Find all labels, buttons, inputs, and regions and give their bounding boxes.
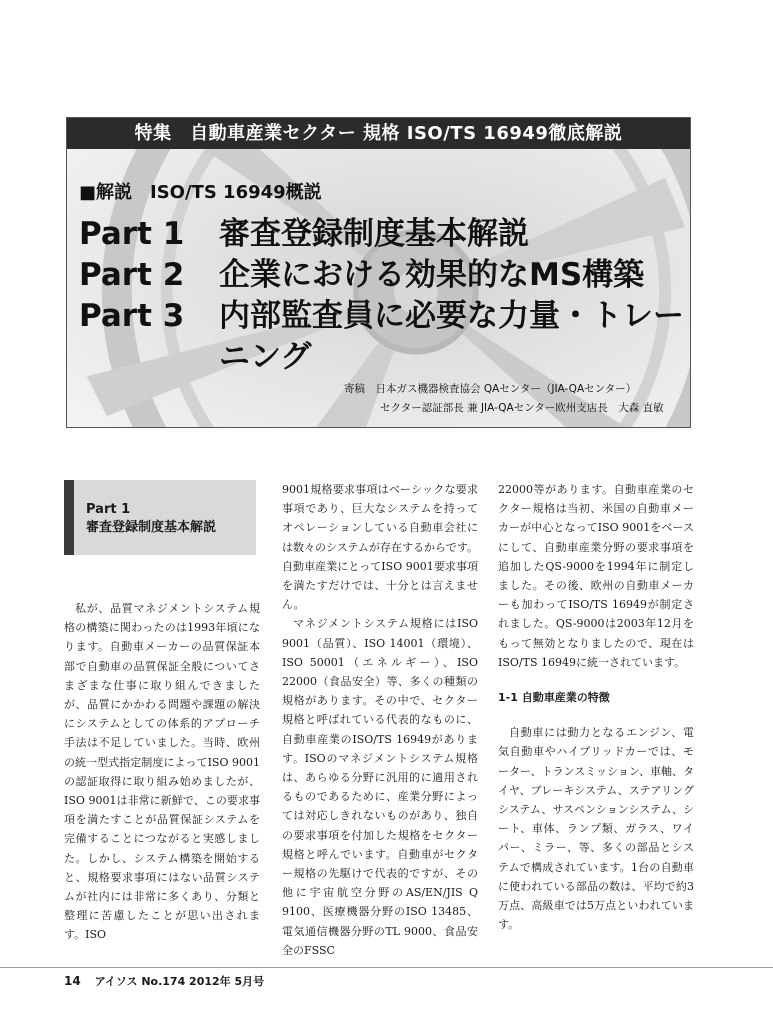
part-title: 企業における効果的なMS構築 (219, 257, 645, 293)
page-footer (64, 973, 264, 989)
part-1-heading (79, 214, 529, 254)
section-box-accent-bar (64, 480, 74, 555)
section-label: ■解説 ISO/TS 16949概説 (79, 182, 322, 203)
text-column-2 (282, 480, 478, 960)
part-3-heading (79, 296, 684, 336)
body-paragraph: 私が、品質マネジメントシステム規格の構築に関わったのは1993年頃になります。自動車メーカーの品質保証本部で自動車の品質保証全般についてさまざまな仕事に取り組んできましたが、品質にかかわる問題や課題の解決にシステムとしての体系的アプローチ手法は不足していました。当時、欧州の統一型式指定制度によってISO 9001の認証取得に取り組み始めましたが、ISO 9001は非常に新鮮で、この要求事項を満たすことが品質保証システムを完備することにつながると実感しました。しかし、システム構築を開始すると、規格要求事項にはない品質システムが社内には非常に多くあり、分類と整理に苦慮したことが思い出されます。ISO (64, 602, 260, 942)
body-paragraph: 自動車には動力となるエンジン、電気自動車やハイブリッドカーでは、モーター、トランスミッション、車軸、タイヤ、ブレーキシステム、ステアリングシステム、サスペンションシステム、シート、車体、ランプ類、ガラス、ワイパー、ミラー、等、多くの部品とシステムで構成されています。1台の自動車に使われている部品の数は、平均で約3万点、高級車では5万点といわれています。 (498, 726, 694, 932)
series-title-bar: 特集 自動車産業セクター 規格 ISO/TS 16949徹底解説 (67, 118, 690, 149)
part-1-section-box (64, 480, 256, 555)
part-number: Part 3 (79, 298, 185, 334)
subsection-heading: 1-1 自動車産業の特徴 (498, 691, 610, 705)
article-header-banner (66, 117, 691, 428)
section-box-title: 審査登録制度基本解説 (86, 520, 217, 535)
footer-divider (0, 967, 773, 968)
part-number: Part 2 (79, 257, 185, 293)
section-box-label: Part 1 (86, 502, 131, 517)
body-paragraph: 22000等があります。自動車産業のセクター規格は当初、米国の自動車メーカーが中心となってISO 9001をベースにして、自動車産業分野の要求事項を追加したQS-9000を1994年に制定しました。その後、欧州の自動車メーカーも加わってISO/TS 16949が制定されました。QS-9000は2003年12月をもって無効となりましたので、現在はISO/TS 16949に統一されています。 (498, 483, 694, 669)
part-title: 内部監査員に必要な力量・トレー (219, 298, 684, 334)
body-paragraph: マネジメントシステム規格にはISO 9001（品質）、ISO 14001（環境）、ISO 50001（エネルギー）、ISO 22000（食品安全）等、多くの種類の規格があります。その中で、セクター規格と呼ばれている代表的なものに、自動車産業のISO/TS 16949があります。ISOのマネジメントシステム規格は、あらゆる分野に汎用的に適用されるものであるために、産業分野によっては対応しきれないものがあり、独自の要求事項を付加した規格をセクター規格と呼んでいます。自動車がセクター規格の先駆けで代表的ですが、その他に宇宙航空分野のAS/EN/JIS Q 9100、医療機器分野のISO 13485、電気通信機器分野のTL 9000、食品安全のFSSC (282, 617, 478, 957)
part-3-heading-continuation: ニング (219, 339, 312, 375)
part-2-heading (79, 255, 644, 295)
publication-info: アイソス No.174 2012年 5月号 (94, 975, 265, 988)
part-number: Part 1 (79, 216, 185, 252)
page-number: 14 (64, 974, 81, 988)
text-column-1 (64, 480, 260, 945)
part-title: 審査登録制度基本解説 (219, 216, 529, 252)
body-paragraph: 9001規格要求事項はベーシックな要求事項であり、巨大なシステムを持ってオペレーションしている自動車会社には数々のシステムが存在するからです。自動車産業にとってISO 9001要求事項を満たすだけでは、十分とは言えません。 (282, 483, 478, 612)
text-column-3 (498, 480, 694, 934)
author-byline-line-1: 寄稿 日本ガス機器検査協会 QAセンター（JIA-QAセンター） (344, 383, 637, 395)
author-byline-line-2: セクター認証部長 兼 JIA-QAセンター欧州支店長 大森 直敏 (380, 402, 664, 414)
